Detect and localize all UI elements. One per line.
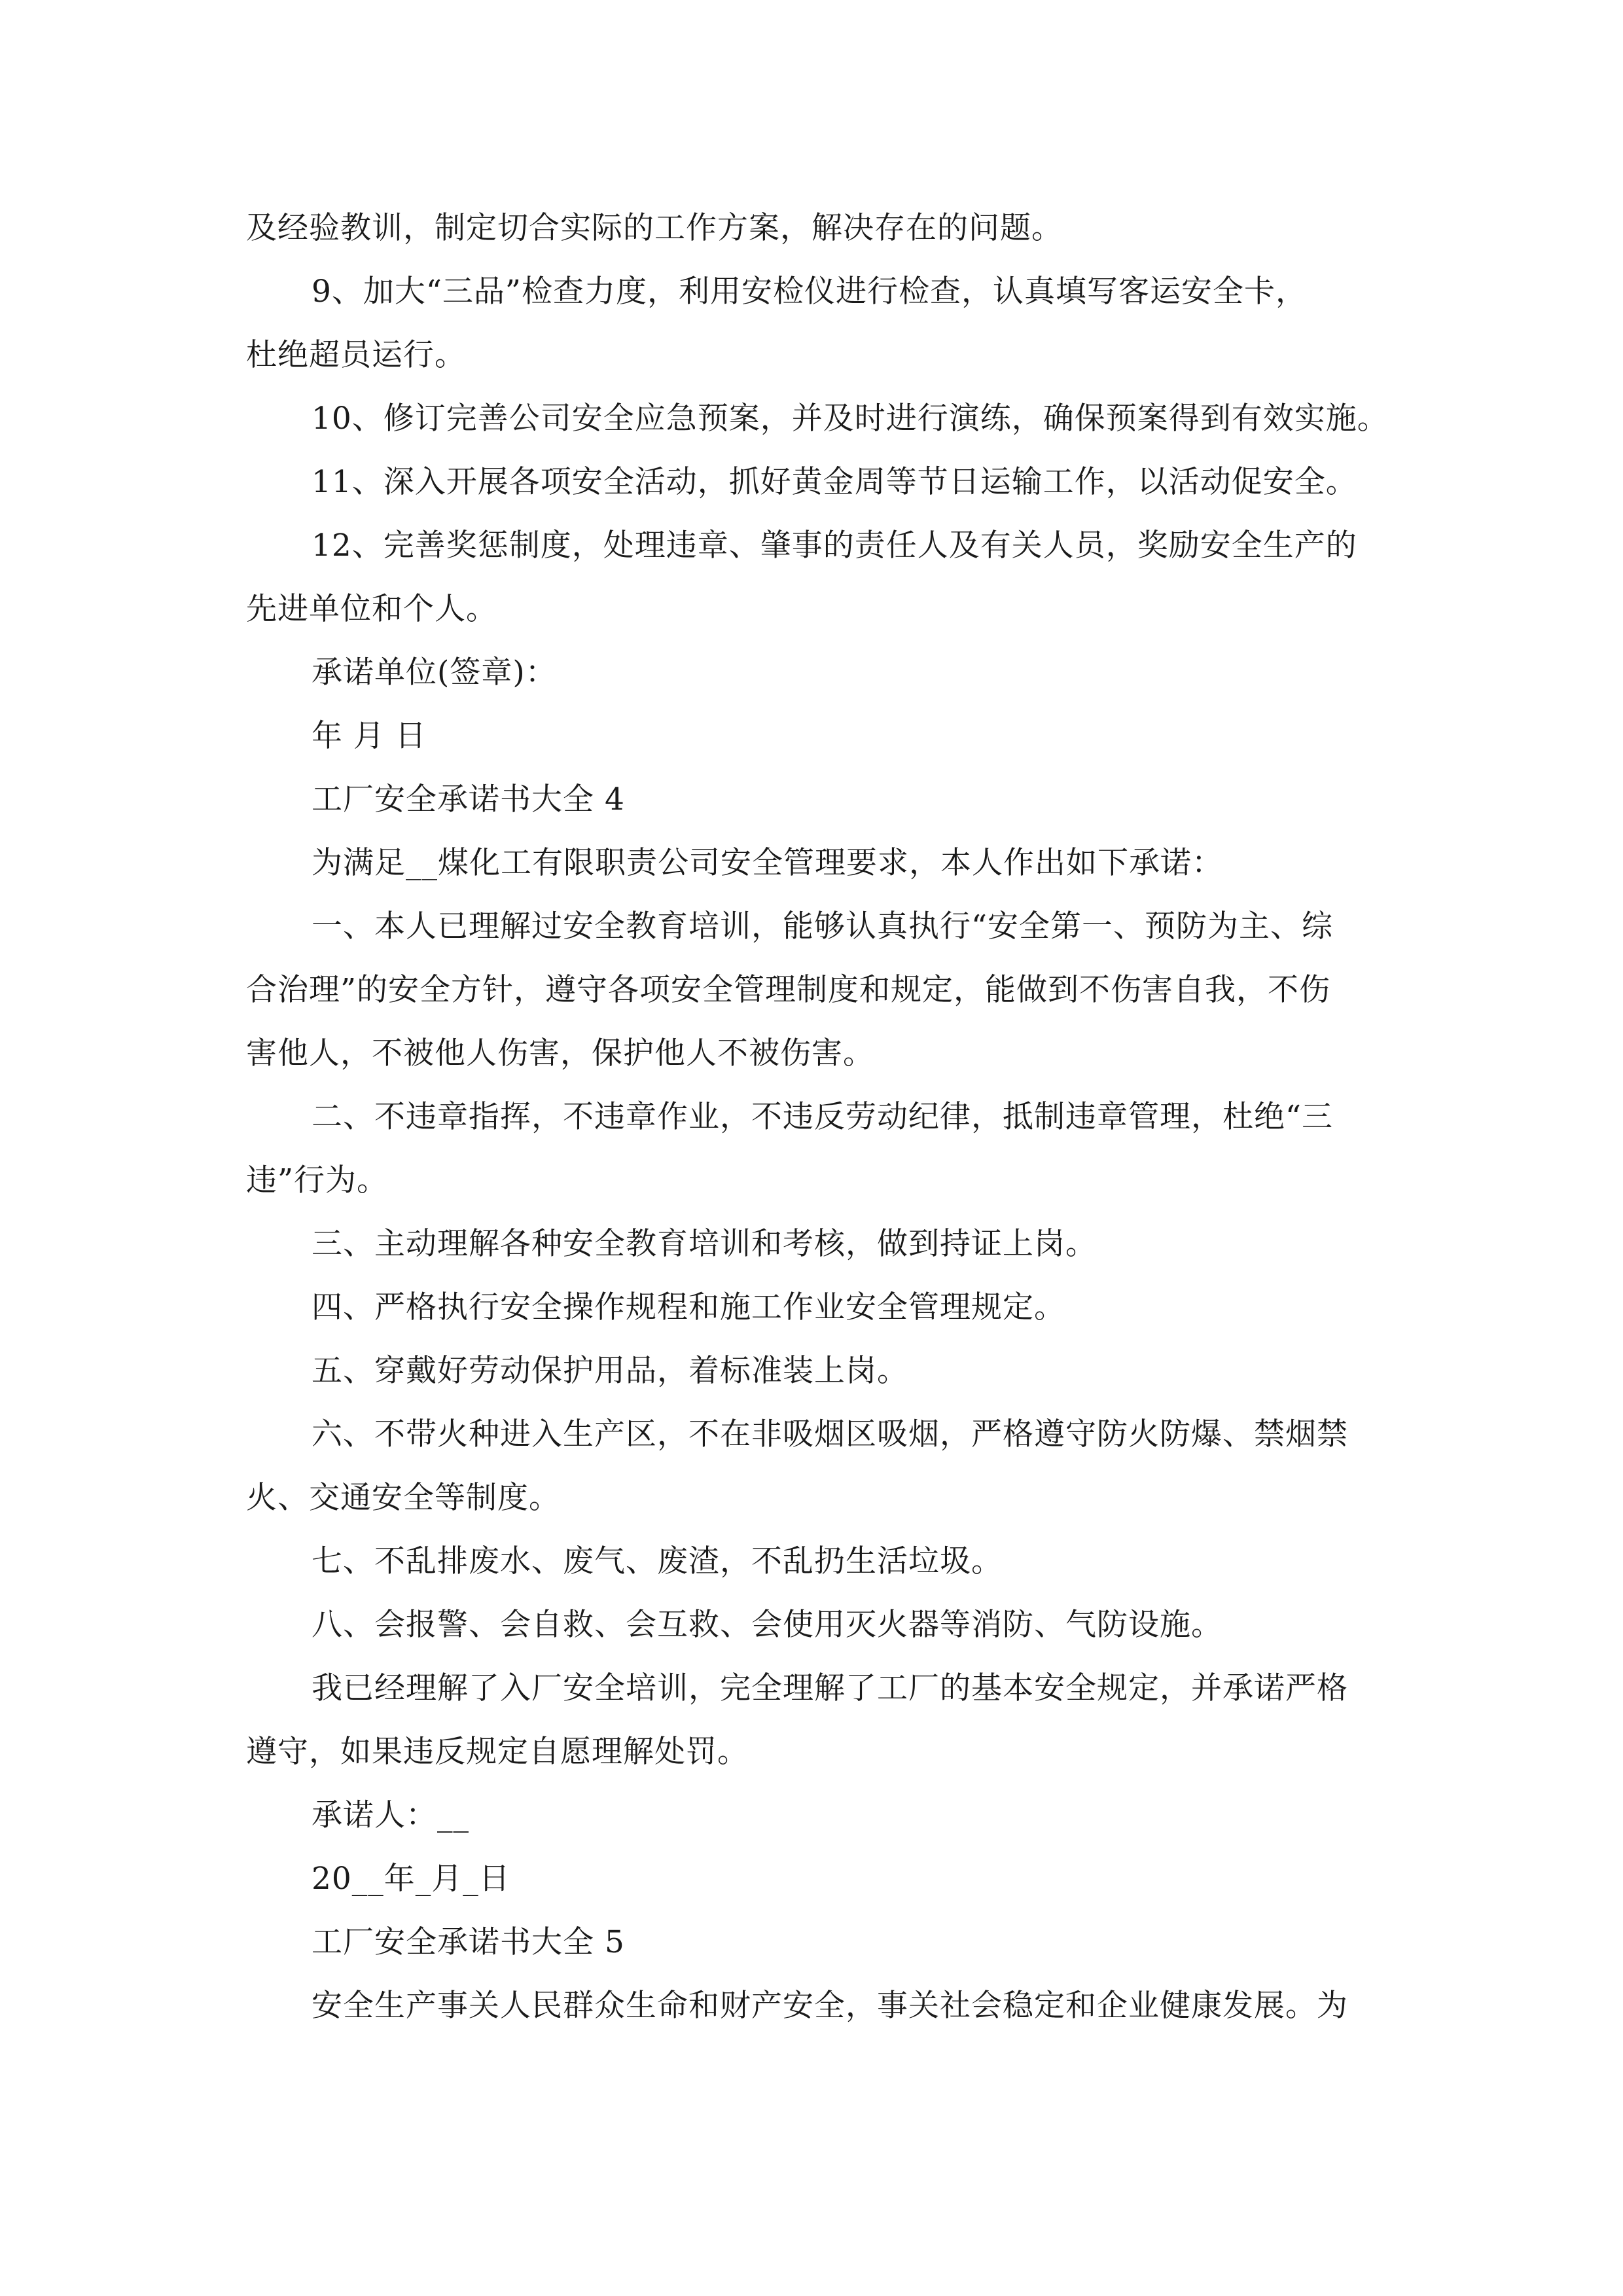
signature-unit-line: 承诺单位(签章)： <box>312 655 557 691</box>
promisor-line: 承诺人：__ <box>312 1797 469 1833</box>
text-line: 杜绝超员运行。 <box>246 337 466 373</box>
section-heading: 工厂安全承诺书大全 5 <box>312 1924 625 1960</box>
text-line: 一、本人已理解过安全教育培训，能够认真执行“安全第一、预防为主、综 <box>312 908 1334 944</box>
text-line: 10、修订完善公司安全应急预案，并及时进行演练，确保预案得到有效实施。 <box>312 401 1389 437</box>
text-line: 先进单位和个人。 <box>246 591 497 627</box>
text-line: 火、交通安全等制度。 <box>246 1480 560 1516</box>
date-line: 20__年_月_日 <box>312 1861 510 1897</box>
text-line: 为满足__煤化工有限职责公司安全管理要求，本人作出如下承诺： <box>312 845 1223 881</box>
text-line: 七、不乱排废水、废气、废渣，不乱扔生活垃圾。 <box>312 1543 1003 1579</box>
text-line: 八、会报警、会自救、会互救、会使用灭火器等消防、气防设施。 <box>312 1607 1222 1643</box>
text-line: 遵守，如果违反规定自愿理解处罚。 <box>246 1734 749 1770</box>
document-body <box>246 196 1398 2037</box>
text-line: 合治理”的安全方针，遵守各项安全管理制度和规定，能做到不伤害自我，不伤 <box>246 972 1331 1008</box>
text-line: 12、完善奖惩制度，处理违章、肇事的责任人及有关人员，奖励安全生产的 <box>312 528 1357 564</box>
text-line: 11、深入开展各项安全活动，抓好黄金周等节日运输工作，以活动促安全。 <box>312 464 1357 500</box>
text-line: 违”行为。 <box>246 1162 389 1198</box>
text-line: 三、主动理解各种安全教育培训和考核，做到持证上岗。 <box>312 1226 1097 1262</box>
text-line: 六、不带火种进入生产区，不在非吸烟区吸烟，严格遵守防火防爆、禁烟禁 <box>312 1416 1348 1452</box>
section-heading: 工厂安全承诺书大全 4 <box>312 781 625 817</box>
text-line: 四、严格执行安全操作规程和施工作业安全管理规定。 <box>312 1289 1065 1325</box>
text-line: 二、不违章指挥，不违章作业，不违反劳动纪律，抵制违章管理，杜绝“三 <box>312 1099 1334 1135</box>
text-line: 五、穿戴好劳动保护用品，着标准装上岗。 <box>312 1353 908 1389</box>
text-line: 安全生产事关人民群众生命和财产安全，事关社会稳定和企业健康发展。为 <box>312 1988 1348 2024</box>
text-line: 害他人，不被他人伤害，保护他人不被伤害。 <box>246 1035 874 1071</box>
text-line: 及经验教训，制定切合实际的工作方案，解决存在的问题。 <box>246 210 1063 246</box>
text-line: 我已经理解了入厂安全培训，完全理解了工厂的基本安全规定，并承诺严格 <box>312 1670 1348 1706</box>
date-line: 年 月 日 <box>312 718 427 754</box>
text-line: 9、加大“三品”检查力度，利用安检仪进行检查，认真填写客运安全卡， <box>312 274 1307 310</box>
